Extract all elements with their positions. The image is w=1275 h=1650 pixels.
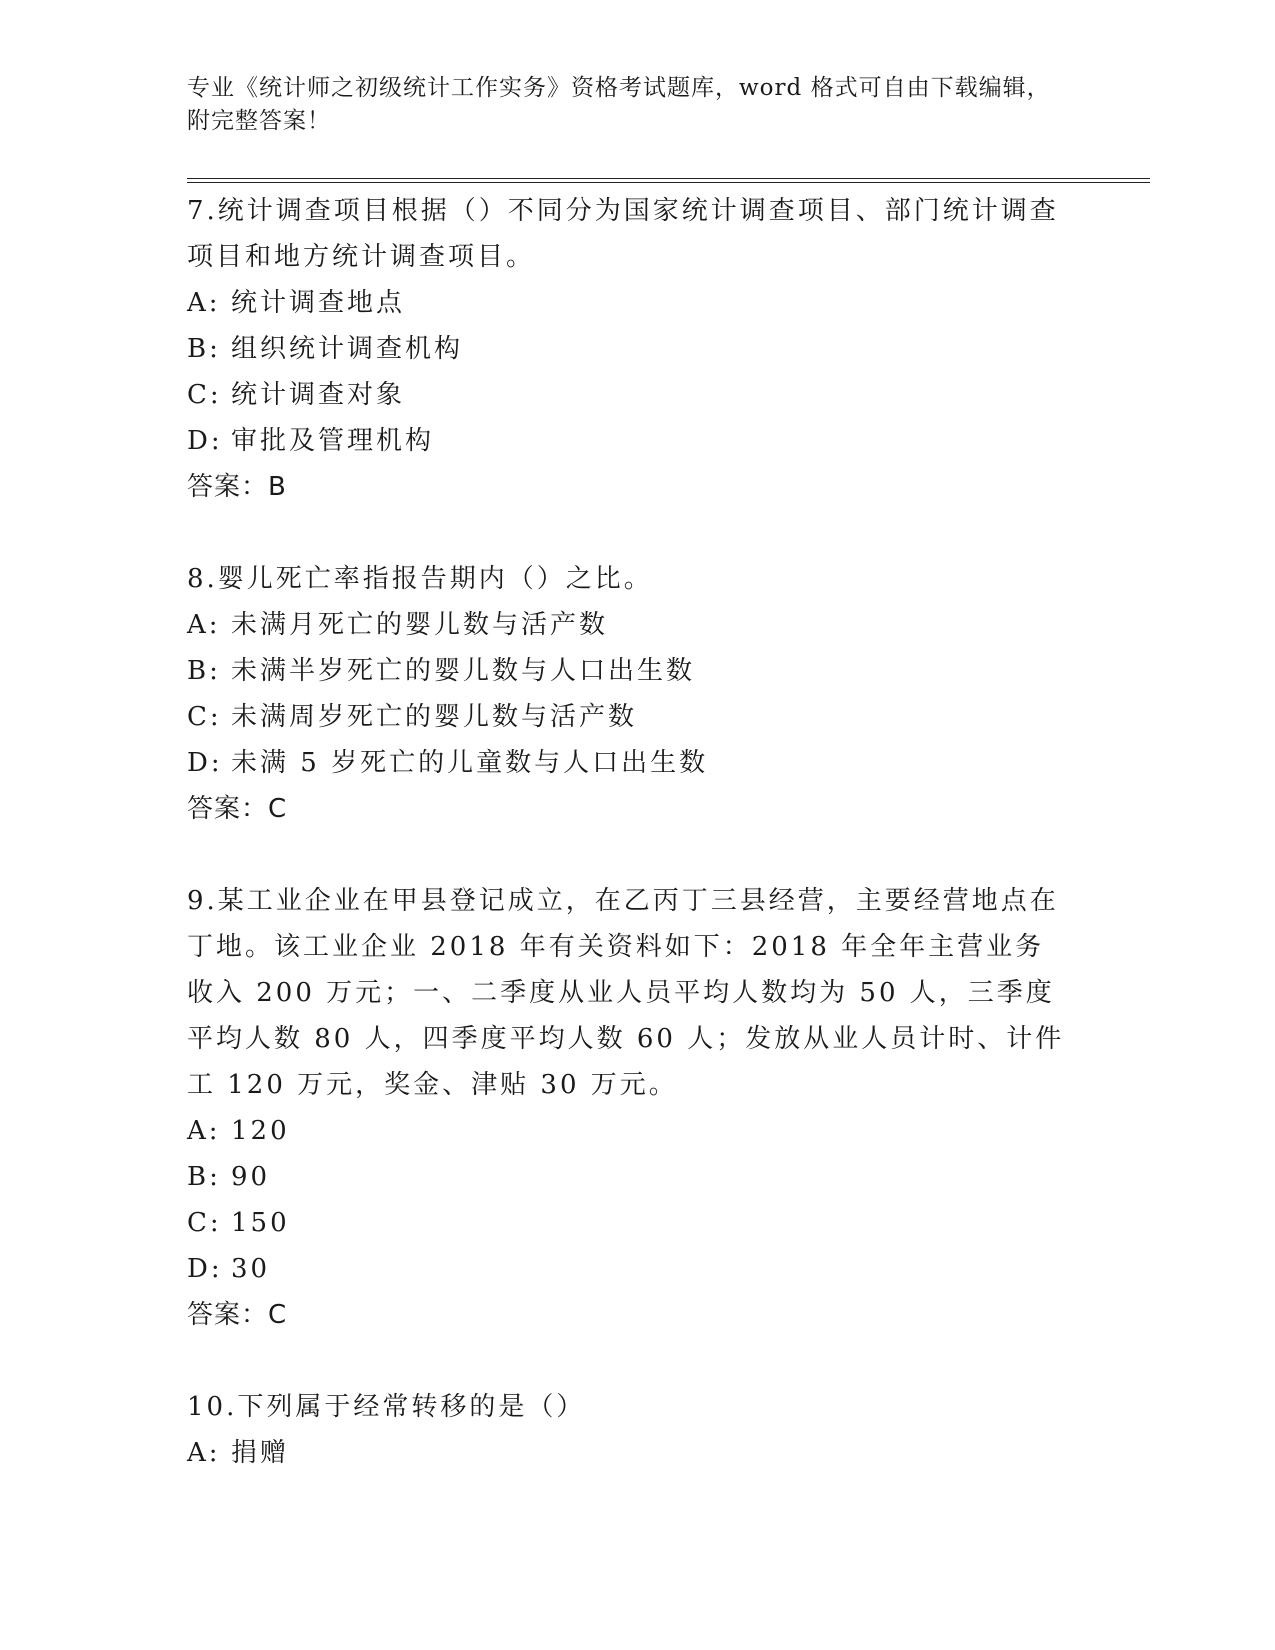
- option-text: 未满周岁死亡的婴儿数与活产数: [231, 702, 638, 732]
- option-d: [187, 740, 1087, 786]
- question-7: [187, 188, 1087, 510]
- option-label: A:: [187, 610, 221, 640]
- option-a: [187, 1108, 1087, 1154]
- header-divider-bottom: [187, 182, 1150, 183]
- answer-line: 答案：B: [187, 472, 287, 502]
- question-spacer: [187, 510, 1087, 556]
- option-b: [187, 648, 1087, 694]
- header-line-1: 专业《统计师之初级统计工作实务》资格考试题库，word 格式可自由下载编辑，: [187, 75, 1051, 101]
- question-10: [187, 1384, 1087, 1476]
- option-label: B:: [187, 334, 221, 364]
- option-text: 30: [231, 1254, 271, 1284]
- option-text: 统计调查地点: [231, 288, 406, 318]
- option-label: B:: [187, 656, 221, 686]
- option-label: A:: [187, 1438, 221, 1468]
- option-c: [187, 1200, 1087, 1246]
- option-a: [187, 1430, 1087, 1476]
- option-label: B:: [187, 1162, 221, 1192]
- option-a: [187, 280, 1087, 326]
- answer-line: 答案：C: [187, 1300, 288, 1330]
- question-text: 7.统计调查项目根据（）不同分为国家统计调查项目、部门统计调查项目和地方统计调查项目。: [187, 196, 1059, 272]
- option-c: [187, 372, 1087, 418]
- option-c: [187, 694, 1087, 740]
- option-label: D:: [187, 426, 223, 456]
- option-b: [187, 1154, 1087, 1200]
- question-text: 9.某工业企业在甲县登记成立，在乙丙丁三县经营，主要经营地点在丁地。该工业企业 2018 年有关资料如下：2018 年全年主营业务收入 200 万元；一、二季度从业人员平均人数均为 50 人，三季度平均人数 80 人，四季度平均人数 60 人；发放从业人员计时、计件工 120 万元，奖金、津贴 30 万元。: [187, 886, 1065, 1100]
- header-divider-top: [187, 178, 1150, 179]
- question-spacer: [187, 1338, 1087, 1384]
- option-label: C:: [187, 1208, 222, 1238]
- document-header: [187, 72, 1067, 138]
- option-d: [187, 1246, 1087, 1292]
- answer-line: 答案：C: [187, 794, 288, 824]
- option-text: 审批及管理机构: [231, 426, 435, 456]
- option-text: 150: [231, 1208, 290, 1238]
- question-text: 8.婴儿死亡率指报告期内（）之比。: [187, 564, 653, 594]
- option-label: A:: [187, 1116, 221, 1146]
- option-label: C:: [187, 380, 222, 410]
- option-text: 90: [231, 1162, 271, 1192]
- option-label: D:: [187, 1254, 223, 1284]
- option-text: 120: [231, 1116, 290, 1146]
- option-a: [187, 602, 1087, 648]
- option-label: C:: [187, 702, 222, 732]
- option-b: [187, 326, 1087, 372]
- option-text: 未满月死亡的婴儿数与活产数: [231, 610, 609, 640]
- question-spacer: [187, 832, 1087, 878]
- option-text: 未满半岁死亡的婴儿数与人口出生数: [231, 656, 696, 686]
- option-text: 捐赠: [231, 1438, 290, 1468]
- option-text: 统计调查对象: [231, 380, 406, 410]
- option-text: 组织统计调查机构: [231, 334, 464, 364]
- question-text: 10.下列属于经常转移的是（）: [187, 1392, 586, 1422]
- option-d: [187, 418, 1087, 464]
- option-label: D:: [187, 748, 223, 778]
- option-text: 未满 5 岁死亡的儿童数与人口出生数: [231, 748, 709, 778]
- option-label: A:: [187, 288, 221, 318]
- question-list: [187, 188, 1087, 1476]
- question-8: [187, 556, 1087, 832]
- question-9: [187, 878, 1087, 1338]
- header-line-2: 附完整答案！: [187, 108, 331, 134]
